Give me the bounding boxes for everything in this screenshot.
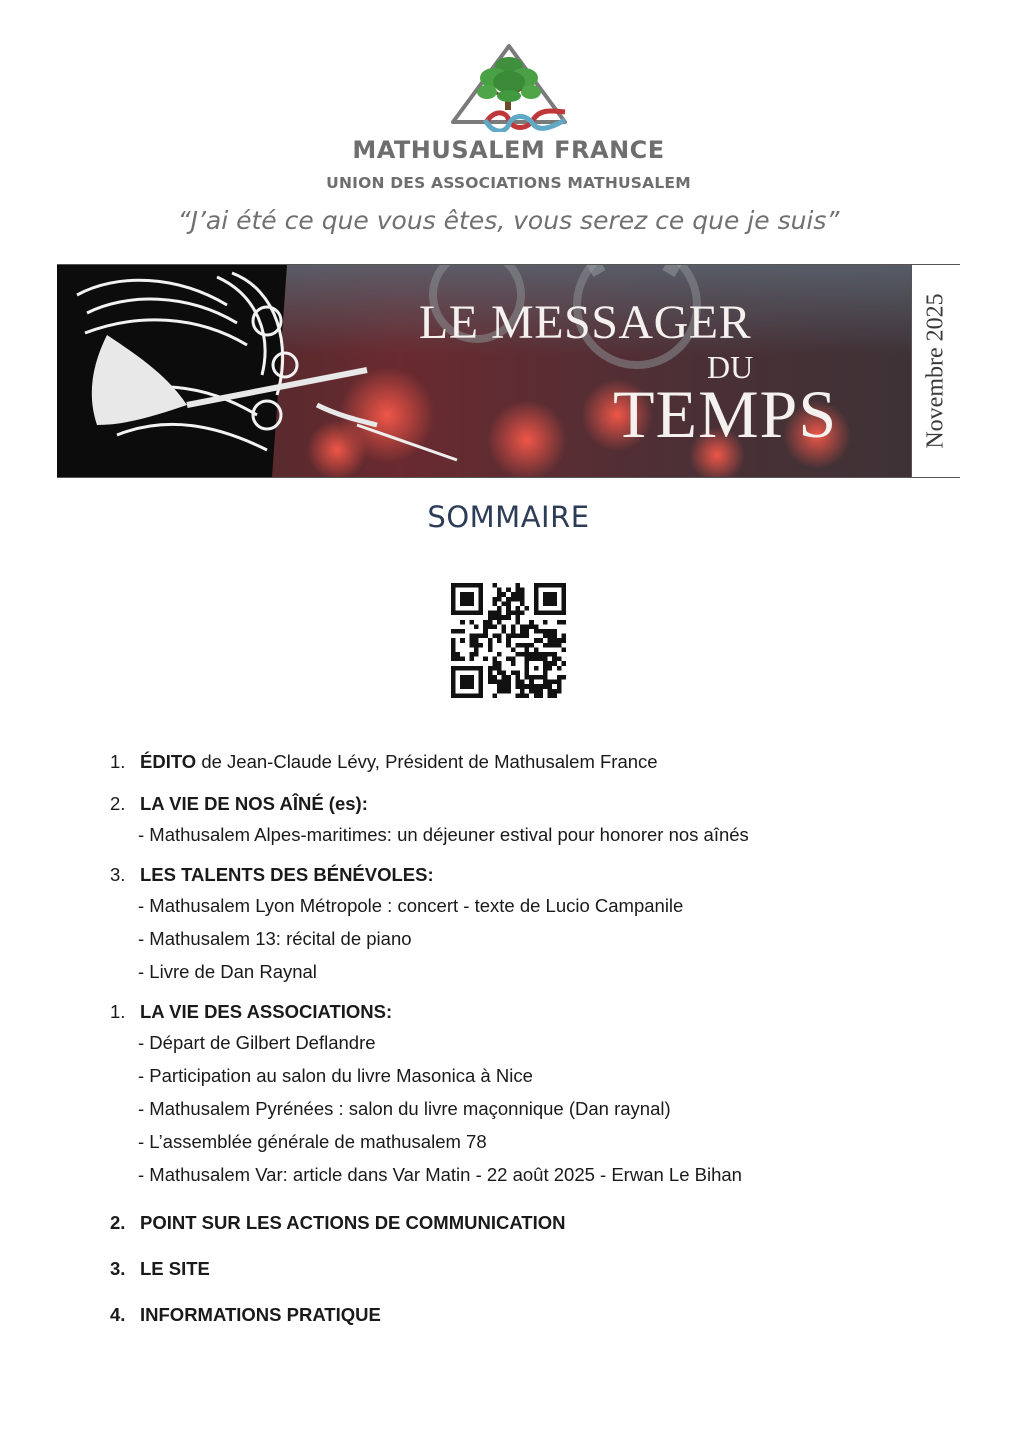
toc-item: - L’assemblée générale de mathusalem 78 <box>138 1131 487 1152</box>
toc-section-heading <box>110 861 970 889</box>
toc-item: - Mathusalem Pyrénées : salon du livre maçonnique (Dan raynal) <box>138 1098 671 1119</box>
toc-section-talents <box>110 861 970 988</box>
toc-heading-rest: de Jean-Claude Lévy, Président de Mathusalem France <box>196 751 658 772</box>
banner-title-line3: TEMPS <box>613 376 838 452</box>
toc-section-site <box>110 1255 970 1283</box>
issue-date: Novembre 2025 <box>922 293 949 449</box>
toc-section-associations <box>110 998 970 1191</box>
toc-section-heading <box>110 1301 970 1329</box>
organization-subtitle: UNION DES ASSOCIATIONS MATHUSALEM <box>326 174 691 192</box>
motto: “J’ai été ce que vous êtes, vous serez ce que je suis” <box>177 206 840 235</box>
qr-code[interactable] <box>451 583 566 698</box>
toc-item: - Livre de Dan Raynal <box>138 961 317 982</box>
toc-heading-bold: POINT SUR LES ACTIONS DE COMMUNICATION <box>140 1212 566 1233</box>
newsletter-banner <box>57 264 960 478</box>
toc-item: - Départ de Gilbert Deflandre <box>138 1032 376 1053</box>
toc-heading-bold: INFORMATIONS PRATIQUE <box>140 1304 381 1325</box>
toc-number: 3. <box>110 1258 126 1279</box>
toc-heading-bold: LA VIE DE NOS AÎNÉ (es): <box>140 793 368 814</box>
toc-number: 2. <box>110 793 126 814</box>
toc-item: - Mathusalem 13: récital de piano <box>138 928 412 949</box>
toc-item: - Participation au salon du livre Masonica à Nice <box>138 1065 533 1086</box>
toc-number: 4. <box>110 1304 126 1325</box>
toc-title: SOMMAIRE <box>427 500 590 534</box>
toc-section-edito <box>110 748 970 776</box>
toc-heading-bold: LA VIE DES ASSOCIATIONS: <box>140 1001 393 1022</box>
mathusalem-tree-logo <box>439 40 579 132</box>
toc-heading-bold: ÉDITO <box>140 751 197 772</box>
toc-number: 1. <box>110 1001 126 1022</box>
logo <box>0 40 1017 132</box>
banner-title-line2: DU <box>707 349 754 385</box>
organization-name: MATHUSALEM FRANCE <box>352 136 665 164</box>
toc-heading-bold: LE SITE <box>140 1258 210 1279</box>
toc-section-heading <box>110 1255 970 1283</box>
toc-heading-bold: LES TALENTS DES BÉNÉVOLES: <box>140 864 434 885</box>
toc-number: 2. <box>110 1212 126 1233</box>
toc-number: 1. <box>110 751 126 772</box>
toc-item: - Mathusalem Lyon Métropole : concert - texte de Lucio Campanile <box>138 895 684 916</box>
table-of-contents <box>110 748 970 1329</box>
banner-date-panel <box>911 265 960 477</box>
toc-section-heading <box>110 748 970 776</box>
toc-section-aines <box>110 790 970 851</box>
toc-section-heading <box>110 998 970 1026</box>
toc-item: - Mathusalem Alpes-maritimes: un déjeuner estival pour honorer nos aînés <box>138 824 749 845</box>
banner-title-line1: LE MESSAGER <box>418 296 752 349</box>
toc-item: - Mathusalem Var: article dans Var Matin - 22 août 2025 - Erwan Le Bihan <box>138 1164 742 1185</box>
toc-number: 3. <box>110 864 126 885</box>
toc-section-heading <box>110 790 970 818</box>
toc-section-informations <box>110 1301 970 1329</box>
toc-section-communication <box>110 1209 970 1237</box>
toc-section-heading <box>110 1209 970 1237</box>
